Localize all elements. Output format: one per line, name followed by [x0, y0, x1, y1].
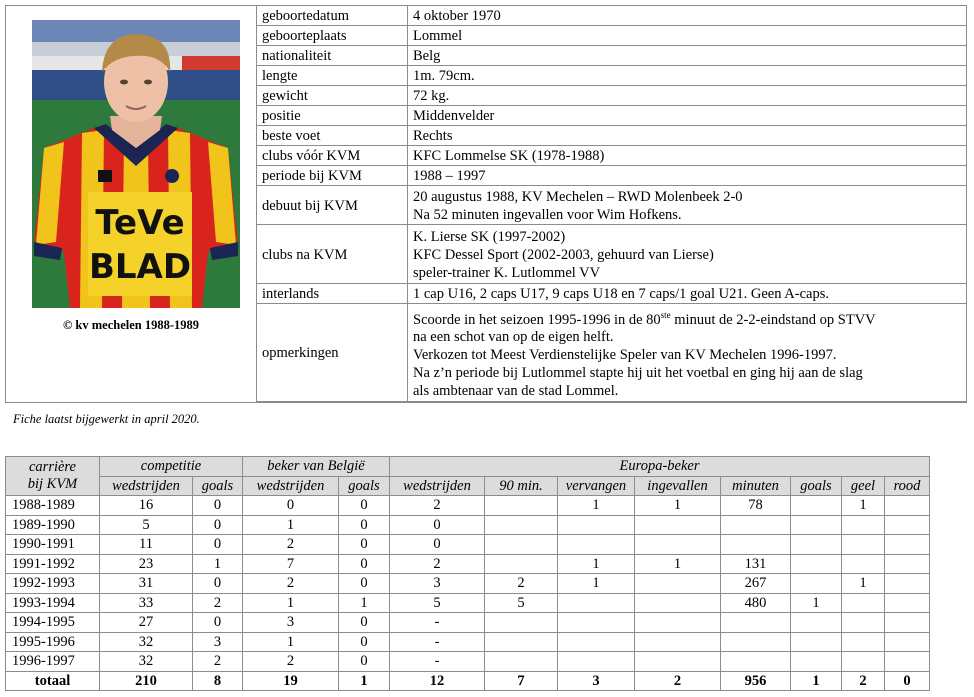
- fiche-row: [257, 186, 966, 225]
- stat-cell: [885, 632, 930, 652]
- career-total-row: [6, 671, 930, 691]
- stat-cell: [635, 593, 721, 613]
- fiche-value-line: Na 52 minuten ingevallen voor Wim Hofkens.: [413, 206, 682, 223]
- total-cell: 1: [339, 671, 390, 691]
- stat-cell: [558, 535, 635, 555]
- stat-cell: [842, 632, 885, 652]
- stat-cell: [842, 652, 885, 672]
- career-corner-label: carrière bij KVM: [6, 457, 100, 496]
- stat-cell: 0: [339, 632, 390, 652]
- career-column-header: wedstrijden: [243, 476, 339, 496]
- stat-cell: 2: [193, 593, 243, 613]
- total-cell: 0: [885, 671, 930, 691]
- fiche-label: opmerkingen: [257, 304, 408, 402]
- stat-cell: 23: [100, 554, 193, 574]
- career-season-row: [6, 632, 930, 652]
- total-cell: 210: [100, 671, 193, 691]
- season-label: 1995-1996: [6, 632, 100, 652]
- stat-cell: 1: [842, 574, 885, 594]
- stat-cell: 0: [339, 613, 390, 633]
- stat-cell: 0: [193, 535, 243, 555]
- stat-cell: [721, 515, 791, 535]
- career-column-header: geel: [842, 476, 885, 496]
- stat-cell: 2: [243, 535, 339, 555]
- fiche-value: [408, 106, 967, 126]
- fiche-value-line: 1 cap U16, 2 caps U17, 9 caps U18 en 7 caps/1 goal U21. Geen A-caps.: [413, 286, 829, 302]
- total-cell: 2: [842, 671, 885, 691]
- stat-cell: 1: [243, 632, 339, 652]
- photo-caption: © kv mechelen 1988-1989: [62, 318, 200, 332]
- stat-cell: -: [390, 632, 485, 652]
- stat-cell: 1: [193, 554, 243, 574]
- shirt-sponsor-line2: BLAD: [88, 247, 192, 287]
- fiche-value-line: Belg: [413, 48, 441, 64]
- stat-cell: 3: [193, 632, 243, 652]
- stat-cell: [635, 515, 721, 535]
- season-label: 1989-1990: [6, 515, 100, 535]
- stat-cell: 0: [339, 515, 390, 535]
- stat-cell: [842, 613, 885, 633]
- season-label: 1991-1992: [6, 554, 100, 574]
- season-label: 1990-1991: [6, 535, 100, 555]
- fiche-row: [257, 225, 966, 284]
- stat-cell: 32: [100, 652, 193, 672]
- stat-cell: [885, 535, 930, 555]
- fiche-value-line: 1988 – 1997: [413, 168, 486, 184]
- career-season-row: [6, 574, 930, 594]
- stat-cell: [885, 613, 930, 633]
- shirt-sponsor-line1: TeVe: [95, 203, 185, 243]
- fiche-row: [257, 46, 966, 66]
- fiche-value-line: na een schot van op de eigen helft.: [413, 329, 614, 346]
- stat-cell: [885, 496, 930, 516]
- fiche-value: [408, 6, 967, 26]
- stat-cell: 0: [339, 496, 390, 516]
- season-label: 1996-1997: [6, 652, 100, 672]
- total-cell: 12: [390, 671, 485, 691]
- stat-cell: [635, 535, 721, 555]
- stat-cell: 0: [339, 652, 390, 672]
- career-column-header-row: [6, 476, 930, 496]
- stat-cell: 5: [390, 593, 485, 613]
- fiche-value-line: als ambtenaar van de stad Lommel.: [413, 383, 619, 400]
- stat-cell: -: [390, 613, 485, 633]
- career-season-row: [6, 554, 930, 574]
- stat-cell: 267: [721, 574, 791, 594]
- career-season-row: [6, 535, 930, 555]
- stat-cell: 2: [193, 652, 243, 672]
- player-photo-drawing: [32, 20, 240, 308]
- stat-cell: 1: [558, 496, 635, 516]
- career-season-row: [6, 515, 930, 535]
- player-photo: [32, 20, 240, 308]
- career-table: [5, 456, 930, 691]
- stat-cell: [842, 515, 885, 535]
- fiche-row: [257, 304, 966, 402]
- fiche-value: [408, 284, 967, 304]
- stat-cell: 1: [635, 496, 721, 516]
- fiche-label: periode bij KVM: [257, 166, 408, 186]
- fiche-value: [408, 304, 967, 402]
- stat-cell: [885, 652, 930, 672]
- stat-cell: 2: [390, 496, 485, 516]
- fiche-label: geboortedatum: [257, 6, 408, 26]
- fiche-label: clubs na KVM: [257, 225, 408, 284]
- fiche-value-line: 1m. 79cm.: [413, 68, 475, 84]
- fiche-value: [408, 166, 967, 186]
- stat-cell: [842, 554, 885, 574]
- total-cell: 8: [193, 671, 243, 691]
- career-column-header: rood: [885, 476, 930, 496]
- career-column-header: goals: [339, 476, 390, 496]
- fiche-value-line: K. Lierse SK (1997-2002): [413, 228, 566, 245]
- total-cell: 3: [558, 671, 635, 691]
- stat-cell: 5: [100, 515, 193, 535]
- stat-cell: 1: [243, 515, 339, 535]
- stat-cell: 0: [390, 515, 485, 535]
- stat-cell: [721, 613, 791, 633]
- career-column-header: wedstrijden: [390, 476, 485, 496]
- fiche-value: [408, 46, 967, 66]
- stat-cell: [558, 613, 635, 633]
- total-cell: 7: [485, 671, 558, 691]
- stat-cell: 1: [635, 554, 721, 574]
- career-column-header: 90 min.: [485, 476, 558, 496]
- fiche-value: [408, 66, 967, 86]
- stat-cell: [485, 554, 558, 574]
- fiche-row: [257, 166, 966, 186]
- stat-cell: [885, 554, 930, 574]
- stat-cell: [791, 574, 842, 594]
- career-group-header-row: [6, 457, 930, 477]
- stat-cell: [558, 515, 635, 535]
- stat-cell: [635, 632, 721, 652]
- fiche-label: lengte: [257, 66, 408, 86]
- fiche-value-line: Middenvelder: [413, 108, 495, 124]
- stat-cell: 1: [339, 593, 390, 613]
- stat-cell: 480: [721, 593, 791, 613]
- stat-cell: [485, 652, 558, 672]
- fiche-row: [257, 126, 966, 146]
- stat-cell: [791, 652, 842, 672]
- career-column-header: minuten: [721, 476, 791, 496]
- fiche-value-line: Verkozen tot Meest Verdienstelijke Speler van KV Mechelen 1996-1997.: [413, 347, 837, 364]
- fiche-row: [257, 146, 966, 166]
- fiche-value: [408, 86, 967, 106]
- fiche-value: [408, 225, 967, 284]
- season-label: 1992-1993: [6, 574, 100, 594]
- photo-cell: [6, 6, 257, 402]
- stat-cell: 32: [100, 632, 193, 652]
- stat-cell: 2: [243, 652, 339, 672]
- fiche-value-line: Scoorde in het seizoen 1995-1996 in de 80ste minuut de 2-2-eindstand op STVV: [413, 309, 876, 328]
- stat-cell: 0: [243, 496, 339, 516]
- fiche-value-line: speler-trainer K. Lutlommel VV: [413, 264, 601, 281]
- stat-cell: 7: [243, 554, 339, 574]
- stat-cell: 5: [485, 593, 558, 613]
- career-group-header: beker van België: [243, 457, 390, 477]
- stat-cell: 1: [791, 593, 842, 613]
- fiche-value: [408, 26, 967, 46]
- fiche-label: debuut bij KVM: [257, 186, 408, 225]
- fiche-label: nationaliteit: [257, 46, 408, 66]
- fiche-value: [408, 146, 967, 166]
- career-season-row: [6, 613, 930, 633]
- stat-cell: [635, 574, 721, 594]
- stat-cell: [558, 632, 635, 652]
- stat-cell: [885, 574, 930, 594]
- stat-cell: 1: [558, 554, 635, 574]
- career-column-header: wedstrijden: [100, 476, 193, 496]
- stat-cell: 16: [100, 496, 193, 516]
- stat-cell: 131: [721, 554, 791, 574]
- player-fiche: [5, 5, 967, 403]
- fiche-row: [257, 86, 966, 106]
- fiche-value-line: 72 kg.: [413, 88, 450, 104]
- career-column-header: goals: [193, 476, 243, 496]
- total-label: totaal: [6, 671, 100, 691]
- stat-cell: [885, 593, 930, 613]
- fiche-label: beste voet: [257, 126, 408, 146]
- fiche-value-line: 4 oktober 1970: [413, 8, 501, 24]
- stat-cell: 2: [243, 574, 339, 594]
- fiche-label: interlands: [257, 284, 408, 304]
- stat-cell: [791, 613, 842, 633]
- stat-cell: 11: [100, 535, 193, 555]
- stat-cell: [485, 535, 558, 555]
- career-column-header: ingevallen: [635, 476, 721, 496]
- season-label: 1994-1995: [6, 613, 100, 633]
- stat-cell: [485, 515, 558, 535]
- stat-cell: 0: [339, 554, 390, 574]
- fiche-value-line: KFC Lommelse SK (1978-1988): [413, 148, 605, 164]
- stat-cell: [721, 652, 791, 672]
- stat-cell: 0: [193, 574, 243, 594]
- total-cell: 2: [635, 671, 721, 691]
- fiche-row: [257, 26, 966, 46]
- stat-cell: 1: [842, 496, 885, 516]
- stat-cell: [791, 554, 842, 574]
- stat-cell: [885, 515, 930, 535]
- stat-cell: 2: [485, 574, 558, 594]
- stat-cell: 2: [390, 554, 485, 574]
- fiche-label: positie: [257, 106, 408, 126]
- stat-cell: [791, 515, 842, 535]
- stat-cell: [558, 652, 635, 672]
- stat-cell: [721, 535, 791, 555]
- stat-cell: 0: [193, 496, 243, 516]
- fiche-value-line: Na z’n periode bij Lutlommel stapte hij uit het voetbal en ging hij aan de slag: [413, 365, 863, 382]
- stat-cell: 0: [193, 613, 243, 633]
- career-group-header: Europa-beker: [390, 457, 930, 477]
- total-cell: 1: [791, 671, 842, 691]
- fiche-value: [408, 126, 967, 146]
- fiche-row: [257, 284, 966, 304]
- total-cell: 956: [721, 671, 791, 691]
- fiche-label: gewicht: [257, 86, 408, 106]
- stat-cell: [485, 496, 558, 516]
- fiche-value-line: KFC Dessel Sport (2002-2003, gehuurd van Lierse): [413, 246, 714, 263]
- stat-cell: [721, 632, 791, 652]
- stat-cell: 0: [339, 535, 390, 555]
- stat-cell: 3: [390, 574, 485, 594]
- fiche-value: [408, 186, 967, 225]
- fiche-value-line: Lommel: [413, 28, 463, 44]
- fiche-label: geboorteplaats: [257, 26, 408, 46]
- fiche-table: [257, 6, 966, 402]
- stat-cell: 0: [193, 515, 243, 535]
- fiche-row: [257, 66, 966, 86]
- stat-cell: [842, 535, 885, 555]
- stat-cell: 3: [243, 613, 339, 633]
- stat-cell: 1: [558, 574, 635, 594]
- stat-cell: [558, 593, 635, 613]
- stat-cell: [791, 535, 842, 555]
- stat-cell: 33: [100, 593, 193, 613]
- fiche-label: clubs vóór KVM: [257, 146, 408, 166]
- fiche-row: [257, 106, 966, 126]
- career-column-header: goals: [791, 476, 842, 496]
- stat-cell: [485, 613, 558, 633]
- fiche-value-line: Rechts: [413, 128, 453, 144]
- stat-cell: [485, 632, 558, 652]
- last-updated-note: Fiche laatst bijgewerkt in april 2020.: [13, 412, 200, 426]
- career-column-header: vervangen: [558, 476, 635, 496]
- stat-cell: [842, 593, 885, 613]
- stat-cell: 31: [100, 574, 193, 594]
- career-group-header: competitie: [100, 457, 243, 477]
- fiche-row: [257, 6, 966, 26]
- stat-cell: [791, 632, 842, 652]
- stat-cell: 78: [721, 496, 791, 516]
- total-cell: 19: [243, 671, 339, 691]
- stat-cell: -: [390, 652, 485, 672]
- stat-cell: 0: [390, 535, 485, 555]
- career-season-row: [6, 652, 930, 672]
- stat-cell: [635, 613, 721, 633]
- season-label: 1988-1989: [6, 496, 100, 516]
- career-season-row: [6, 593, 930, 613]
- season-label: 1993-1994: [6, 593, 100, 613]
- stat-cell: 27: [100, 613, 193, 633]
- career-season-row: [6, 496, 930, 516]
- stat-cell: [635, 652, 721, 672]
- stat-cell: 1: [243, 593, 339, 613]
- fiche-value-line: 20 augustus 1988, KV Mechelen – RWD Molenbeek 2-0: [413, 188, 743, 205]
- stat-cell: [791, 496, 842, 516]
- stat-cell: 0: [339, 574, 390, 594]
